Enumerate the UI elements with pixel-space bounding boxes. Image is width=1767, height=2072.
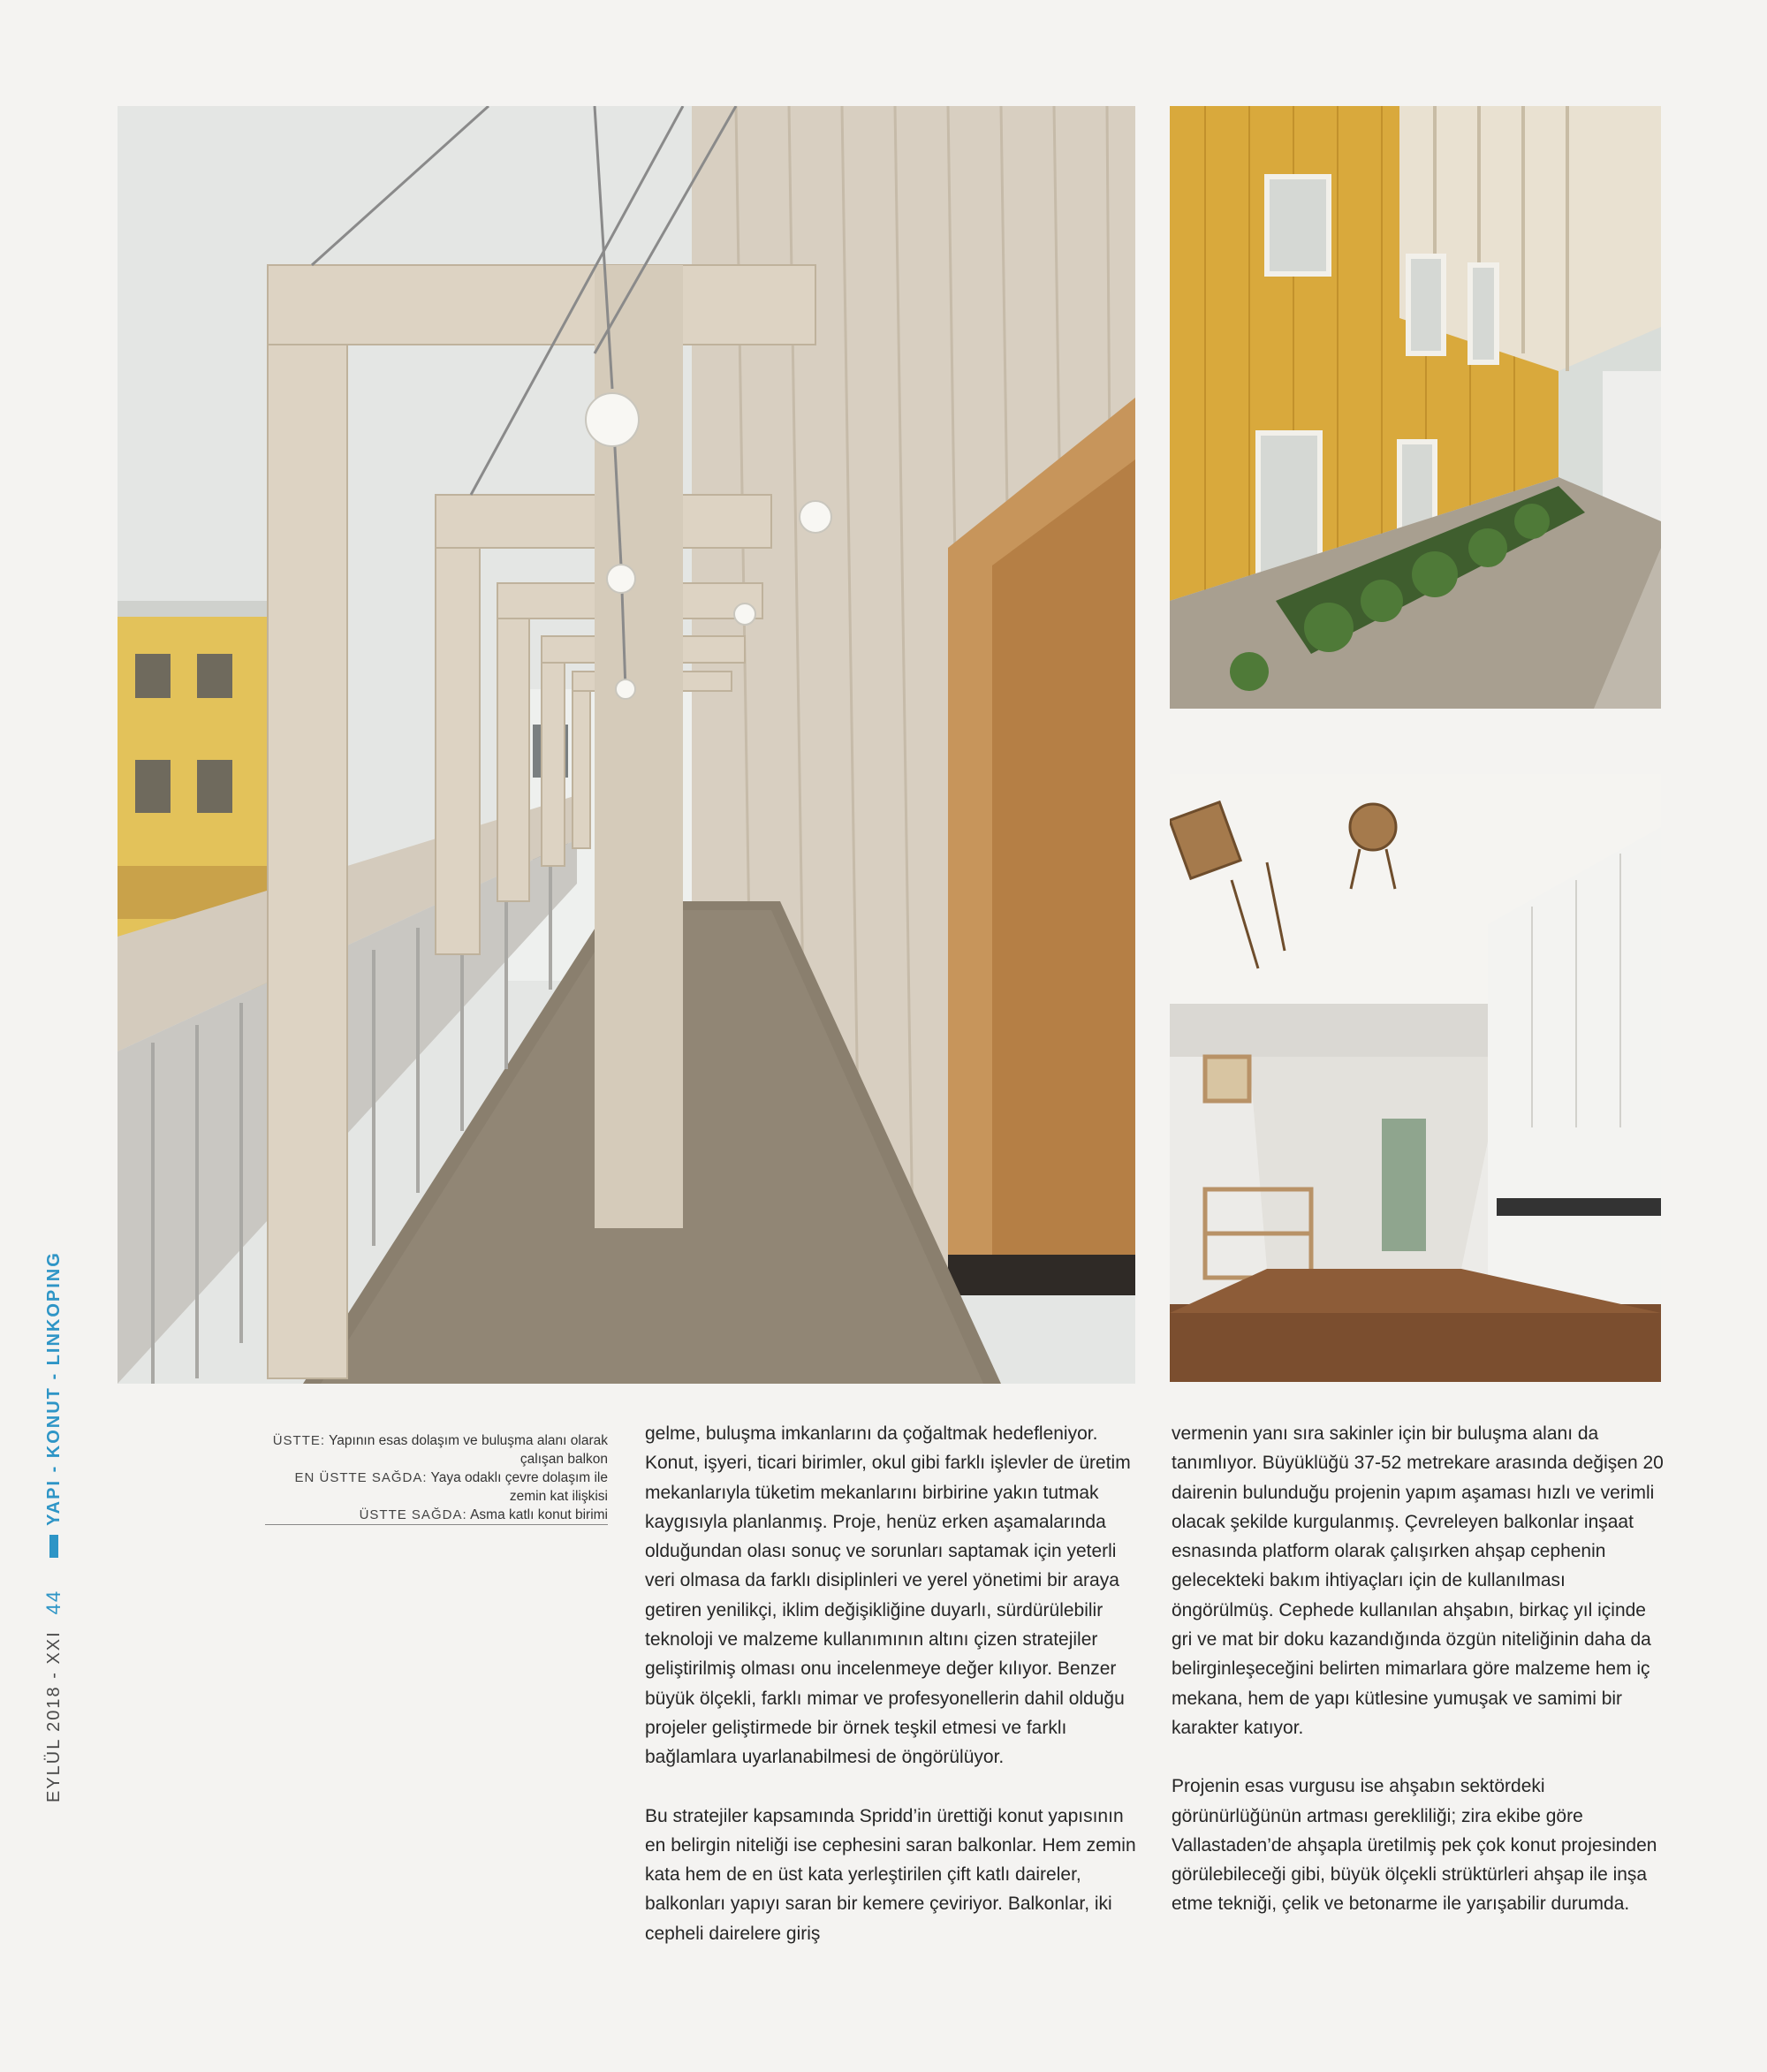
- mezzanine-interior-photo: [1170, 774, 1661, 1382]
- issue-date: EYLÜL 2018 - XXI: [43, 1630, 64, 1803]
- ground-floor-facade-photo: [1170, 106, 1661, 709]
- caption-bottom-right: ÜSTTE SAĞDA: Asma katlı konut birimi: [265, 1506, 608, 1525]
- accent-bar: [49, 1535, 58, 1558]
- paragraph: vermenin yanı sıra sakinler için bir buluşma alanı da tanımlıyor. Büyüklüğü 37-52 metrekare arasında değişen 20 dairenin bulunduğu projenin yapım aşaması hızlı ve verimli olacak şekilde kurgulanmış. Çevreleyen balkonlar inşaat esnasında platform olarak çalışırken ahşap cephenin gelecekteki bakım ihtiyaçları için de kullanılması öngörülmüş. Cephede kullanılan ahşabın, birkaç yıl içinde gri ve mat bir doku kazandığında özgün niteliğinin daha da belirginleşeceğini belirten mimarlara göre malzeme hem iç mekana, hem de yapı kütlesine yumuşak ve samimi bir karakter katıyor.: [1172, 1423, 1664, 1738]
- photo-captions: [265, 1431, 608, 1525]
- paragraph: Bu stratejiler kapsamında Spridd’in ürettiği konut yapısının en belirgin niteliği ise cephesini saran balkonlar. Hem zemin kata hem de en üst kata yerleştirilen çift katlı daireler, balkonları yapıyı saran bir kemere çeviriyor. Balkonlar, iki cepheli dairelere giriş: [645, 1805, 1136, 1944]
- section-title: YAPI - KONUT - LINKOPING: [43, 1251, 64, 1526]
- caption-top-right: EN ÜSTTE SAĞDA: Yaya odaklı çevre dolaşım ile zemin kat ilişkisi: [294, 1470, 608, 1504]
- balcony-walkway-photo: [118, 106, 1135, 1384]
- page-spine: [25, 1078, 64, 1803]
- paragraph: Projenin esas vurgusu ise ahşabın sektördeki görünürlüğünün artması gerekliliği; zira ekibe göre Vallastaden’de ahşapla üretilmiş pek çok konut projesinden görülebileceği gibi, büyük ölçekli strüktürleri ahşap ile inşa etme tekniği, çelik ve betonarme ile yarışabilir durumda.: [1172, 1776, 1657, 1915]
- body-column-right: [1172, 1419, 1666, 1919]
- caption-main: ÜSTTE: Yapının esas dolaşım ve buluşma alanı olarak çalışan balkon: [272, 1433, 608, 1467]
- paragraph: gelme, buluşma imkanlarını da çoğaltmak hedefleniyor. Konut, işyeri, ticari birimler, okul gibi farklı işlevler de üretim mekanlarıyla tüketim mekanlarını birbirine yakın tutmak kaygısıyla planlanmış. Proje, henüz erken aşamalarında olduğundan olası sonuç ve sorunları saptamak için yeterli veri olmasa da farklı disiplinleri ve yerel yönetimi bir araya getiren yenilikçi, iklim değişikliğine duyarlı, sürdürülebilir teknoloji ve malzeme kullanımının altını çizen stratejiler geliştirilmiş olması onu incelenmeye değer kılıyor. Benzer büyük ölçekli, farklı mimar ve profesyonellerin dahil olduğu projeler geliştirmede bir örnek teşkil etmesi ve farklı bağlamlara uyarlanabilmesi de öngörülüyor.: [645, 1423, 1131, 1768]
- body-column-middle: [645, 1419, 1140, 1948]
- page-number: 44: [42, 1589, 64, 1615]
